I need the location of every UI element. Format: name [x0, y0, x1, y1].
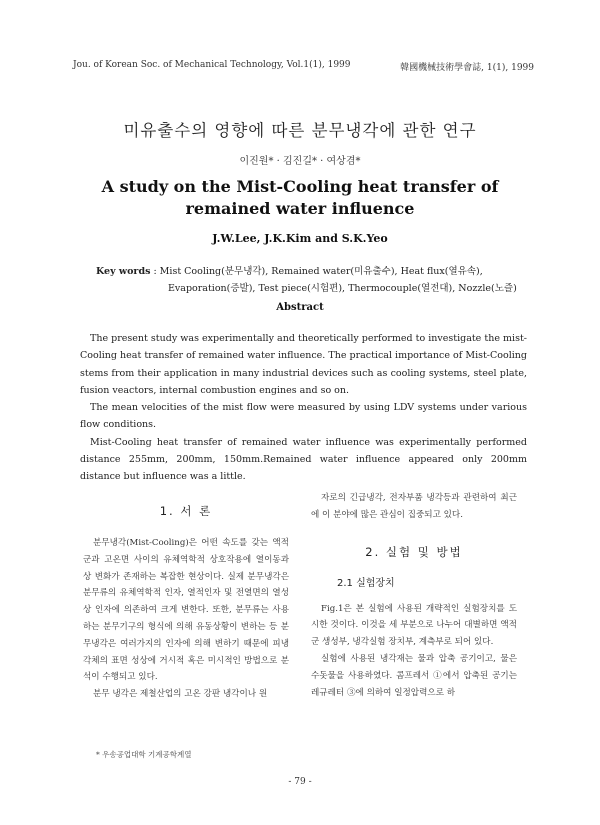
section-2-body — [311, 601, 517, 702]
page-number: - 79 - — [288, 777, 312, 787]
section-1-body — [83, 535, 289, 703]
abstract-paragraph: Mist-Cooling heat transfer of remained water influence was experimentally performed distance 255mm, 200mm, 150mm.Remained water influence appeared only 200mm distance but influence was a little. — [80, 436, 527, 483]
abstract-body — [80, 330, 527, 486]
title-english-line-2: remained water influence — [185, 199, 415, 218]
section-2-heading: 2. 실험 및 방법 — [365, 544, 463, 559]
author-affiliation-footnote: * 우송공업대학 기계공학계열 — [96, 750, 192, 759]
title-english — [0, 176, 600, 220]
abstract-paragraph: The present study was experimentally and theoretically performed to investigate the mist-Cooling heat transfer of remained water influence. The practical importance of Mist-Cooling stems from their application in many industrial devices such as cooling systems, steel plate, fusion veactors, internal combustion engines and so on. — [80, 333, 527, 396]
section-2-1-heading: 2.1 실험장치 — [337, 577, 395, 589]
running-head-journal-en: Jou. of Korean Soc. of Mechanical Technology, Vol.1(1), 1999 — [73, 60, 351, 70]
abstract-paragraph: The mean velocities of the mist flow were measured by using LDV systems under various flow conditions. — [80, 402, 527, 431]
body-paragraph: Fig.1은 본 실험에 사용된 개략적인 실험장치를 도시한 것이다. 이것을 세 부분으로 나누어 대별하면 액적군 생성부, 냉각실험 장치부, 계측부로 되어 있다. — [311, 603, 517, 648]
keywords-label: Key words — [96, 266, 151, 277]
keywords-line-1: : Mist Cooling(분무냉각), Remained water(미유출수), Heat flux(열유속), — [150, 266, 483, 277]
authors-english: J.W.Lee, J.K.Kim and S.K.Yeo — [212, 232, 388, 245]
body-paragraph: 실험에 사용된 냉각재는 물과 압축 공기이고, 물은 수돗물을 사용하였다. 콤프레서 ①에서 압축된 공기는 레규레터 ③에 의하여 일정압력으로 하 — [311, 653, 517, 698]
abstract-heading: Abstract — [276, 302, 324, 313]
right-column — [311, 490, 517, 701]
keywords — [96, 263, 536, 297]
body-paragraph: 분무냉각(Mist-Cooling)은 어떤 속도를 갖는 액적군과 고온면 사이의 유체역학적 상호작용에 열이동과 상 변화가 존재하는 복잡한 현상이다. 실제 분무냉각은 분무류의 유체역학적 인자, 열적인자 및 전열면의 열성상 인자에 의존하여 크게 변한다. 또한, 분무류는 사용하는 분무기구의 형식에 의해 유동상황이 변하는 등 분무냉각은 여러가지의 인자에 의해 변하기 때문에 피냉각체의 표면 성상에 거시적 혹은 미시적인 방법으로 분석이 수행되고 있다. — [83, 538, 289, 683]
body-paragraph: 분무 냉각은 제철산업의 고온 강판 냉각이나 원 — [93, 689, 268, 700]
title-korean: 미유출수의 영향에 따른 분무냉각에 관한 연구 — [123, 121, 477, 140]
left-column — [83, 503, 289, 703]
title-english-line-1: A study on the Mist-Cooling heat transfer of — [101, 177, 499, 196]
running-head-journal-ko: 韓國機械技術學會誌, 1(1), 1999 — [400, 63, 534, 73]
body-paragraph: 자로의 긴급냉각, 전자부품 냉각등과 관련하여 최근에 이 분야에 많은 관심이 집중되고 있다. — [311, 493, 517, 520]
authors-korean: 이진원* · 김진길* · 여상겸* — [239, 156, 361, 167]
right-column-intro — [311, 490, 517, 524]
keywords-line-2: Evaporation(증발), Test piece(시험편), Thermocouple(열전대), Nozzle(노즐) — [168, 283, 517, 294]
section-1-heading: 1. 서 론 — [159, 504, 213, 518]
